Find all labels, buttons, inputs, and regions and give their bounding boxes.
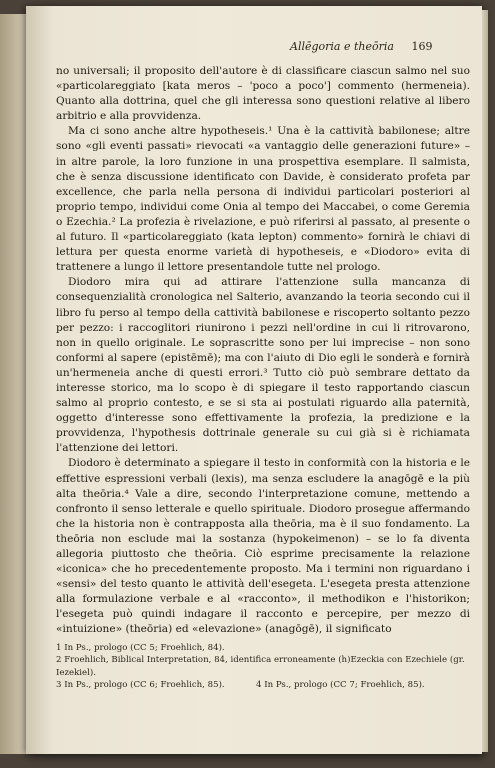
paragraph-2: Ma ci sono anche altre hypotheseis.¹ Una è la cattività babilonese; altre sono «gli eventi passati» rievocati «a vantaggio delle generazioni future» – in altre parole, la loro funzione in una prospettiva esemplare. Il salmista, che è senza discussione identificato con Davide, è considerato profeta par excellence, che parla nella persona di individui particolari posteriori al proprio tempo, individui come Onia al tempo dei Maccabei, o come Geremia o Ezechia.² La profezia è rivelazione, e può riferirsi al passato, al presente o al futuro. Il «particolareggiato (kata lepton) commento» fornirà le chiavi di lettura per questa enorme varietà di hypotheseis, e «Diodoro» evita di trattenere a lungo il lettore presentandole tutte nel prologo. <box>56 125 470 274</box>
footnote-2: 2 Froehlich, Biblical Interpretation, 84, identifica erroneamente (h)Ezeckia con Ezechiele (gr. Iezekiel). <box>56 655 465 678</box>
footnote-1: 1 In Ps., prologo (CC 5; Froehlich, 84). <box>56 643 225 653</box>
paragraph-4: Diodoro è determinato a spiegare il testo in conformità con la historia e le effettive espressioni verbali (lexis), ma senza escludere la anagōgē e la più alta theōria.⁴ Vale a dire, secondo l'interpretazione comune, mettendo a confronto il senso letterale e quello spirituale. Diodoro prosegue affermando che la historia non è contrapposta alla theōria, ma è il suo fondamento. La theōria non esclude mai la sostanza (hypokeimenon) – se lo fa diventa allegoria piuttosto che theōria. Ciò esprime precisamente la relazione «iconica» che ho precedentemente proposto. Ma i termini non riguardano i «sensi» del testo quanto le attività dell'esegeta. L'esegeta presta attenzione alla formulazione verbale e al «racconto», il methodikon e l'historikon; l'esegeta può quindi indagare il racconto e percepire, per mezzo di «intuizione» (theōria) ed «elevazione» (anagōgē), il significato <box>56 457 470 636</box>
page-number: 169 <box>411 40 433 53</box>
footnotes <box>56 642 470 692</box>
running-head <box>290 40 432 53</box>
footnote-row <box>56 679 470 691</box>
page-stack-edge <box>482 10 488 752</box>
footnote-3: 3 In Ps., prologo (CC 6; Froehlich, 85). <box>56 680 225 691</box>
paragraph-3: Diodoro mira qui ad attirare l'attenzione sulla mancanza di consequenzialità cronologica nel Salterio, avanzando la teoria secondo cui il libro fu perso al tempo della cattività babilonese e riscoperto soltanto pezzo per pezzo: i raccoglitori riunirono i pezzi nell'ordine in cui li ritrovarono, non in quello originale. Le soprascritte sono per lui imprecise – non sono conformi al sapere (epistēmē); ma con l'aiuto di Dio egli le sonderà e fornirà un'hermeneia anche di questi errori.³ Tutto ciò può sembrare dettato da interesse storico, ma lo scopo è di spiegare il testo rapportando ciascun salmo al proprio contesto, e se si sta ai postulati riguardo alla paternità, oggetto d'interesse sono effettivamente la profezia, la predizione e la provvidenza, l'hypothesis dottrinale generale su cui già si è richiamata l'attenzione dei lettori. <box>56 276 470 455</box>
paragraph-1: no universali; il proposito dell'autore è di classificare ciascun salmo nel suo «particolareggiato [kata meros – 'poco a poco'] commento (hermeneia). Quanto alla dottrina, quel che gli interessa sono questioni relative al libero arbitrio e alla provvidenza. <box>56 65 470 123</box>
body-text <box>56 64 470 638</box>
running-head-title: Allēgoria e theōria <box>290 40 394 53</box>
book-page <box>26 6 482 754</box>
footnote-4: 4 In Ps., prologo (CC 7; Froehlich, 85). <box>256 680 425 691</box>
